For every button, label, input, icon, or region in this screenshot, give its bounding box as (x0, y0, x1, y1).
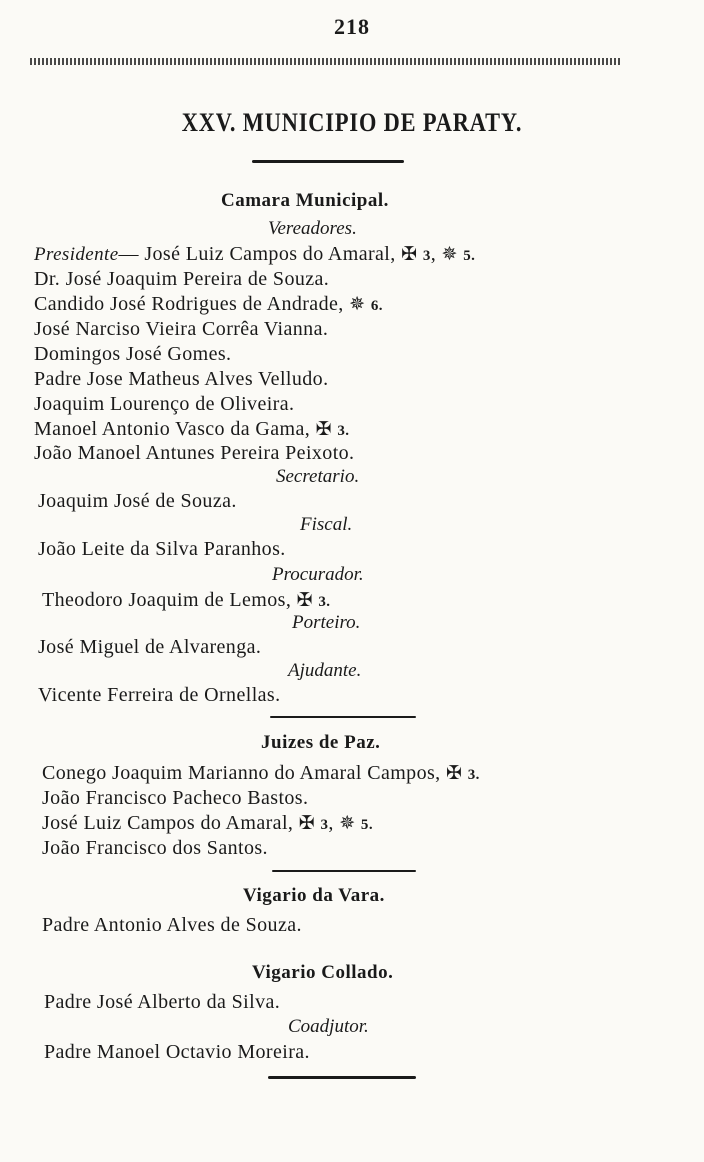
member-line (34, 418, 349, 441)
member-name: Manoel Antonio Vasco da Gama, (34, 418, 311, 440)
member-line: Domingos José Gomes. (34, 343, 232, 365)
divider (272, 870, 416, 872)
member-line: João Manoel Antunes Pereira Peixoto. (34, 442, 355, 464)
label-secretario: Secretario. (276, 466, 360, 487)
label-coadjutor: Coadjutor. (288, 1016, 369, 1037)
vigario-collado-name: Padre José Alberto da Silva. (44, 991, 281, 1013)
presidente-line: Presidente— José Luiz Campos do Amaral, ✠ 3, ✵ 5. (34, 243, 476, 265)
member-line: Dr. José Joaquim Pereira de Souza. (34, 268, 330, 290)
label-fiscal: Fiscal. (300, 514, 353, 535)
order-grade: 3. (337, 423, 350, 439)
ajudante-name: Vicente Ferreira de Ornellas. (38, 684, 281, 706)
juiz-name: José Luiz Campos do Amaral, (42, 812, 294, 834)
divider (270, 716, 416, 718)
juiz-line (42, 762, 480, 785)
order-cross-icon: ✠ (445, 763, 463, 784)
procurador-line (42, 589, 330, 612)
porteiro-name: José Miguel de Alvarenga. (38, 636, 262, 658)
order-rose-icon: ✵ (339, 813, 356, 834)
order-cross-icon: ✠ (298, 813, 316, 834)
vigario-vara-name: Padre Antonio Alves de Souza. (42, 914, 302, 936)
fiscal-name: João Leite da Silva Paranhos. (38, 538, 286, 560)
member-line: José Narciso Vieira Corrêa Vianna. (34, 318, 329, 340)
heading-vigario-vara: Vigario da Vara. (243, 885, 385, 906)
order-rose-icon: ✵ (441, 244, 458, 265)
order-grade: 3 (320, 817, 329, 833)
label-ajudante: Ajudante. (288, 660, 362, 681)
section-title: XXV. MUNICIPIO DE PARATY. (181, 108, 523, 137)
order-cross-icon: ✠ (296, 590, 313, 611)
order-rose-icon: ✵ (349, 294, 366, 315)
order-grade: 3 (422, 248, 431, 264)
order-cross-icon: ✠ (315, 419, 332, 440)
order-grade: 5. (463, 248, 476, 264)
label-presidente: Presidente (34, 244, 119, 265)
divider (252, 160, 404, 163)
presidente-name: — José Luiz Campos do Amaral, (118, 243, 396, 265)
member-line: Padre Jose Matheus Alves Velludo. (34, 368, 329, 390)
member-line: Joaquim Lourenço de Oliveira. (34, 393, 295, 415)
juiz-name: Conego Joaquim Marianno do Amaral Campos, (42, 762, 441, 784)
label-procurador: Procurador. (272, 564, 364, 585)
order-cross-icon: ✠ (401, 244, 418, 265)
top-rule (30, 58, 622, 65)
order-grade: 6. (370, 298, 383, 314)
heading-vigario-collado: Vigario Collado. (252, 962, 394, 983)
member-name: Candido José Rodrigues de Andrade, (34, 293, 344, 315)
order-grade: 3. (318, 594, 331, 610)
coadjutor-name: Padre Manoel Octavio Moreira. (44, 1041, 310, 1063)
member-line (34, 293, 383, 316)
secretario-name: Joaquim José de Souza. (38, 490, 237, 512)
page-number: 218 (334, 14, 370, 39)
heading-camara: Camara Municipal. (221, 190, 389, 211)
divider (268, 1076, 416, 1079)
label-porteiro: Porteiro. (292, 612, 361, 633)
juiz-line: João Francisco Pacheco Bastos. (42, 787, 309, 809)
juiz-line: José Luiz Campos do Amaral, ✠ 3, ✵ 5. (42, 812, 373, 834)
juiz-line: João Francisco dos Santos. (42, 837, 268, 859)
heading-juizes: Juizes de Paz. (261, 732, 381, 753)
label-vereadores: Vereadores. (268, 218, 357, 239)
order-grade: 3. (467, 767, 480, 783)
procurador-name: Theodoro Joaquim de Lemos, (42, 589, 292, 611)
order-grade: 5. (360, 817, 373, 833)
